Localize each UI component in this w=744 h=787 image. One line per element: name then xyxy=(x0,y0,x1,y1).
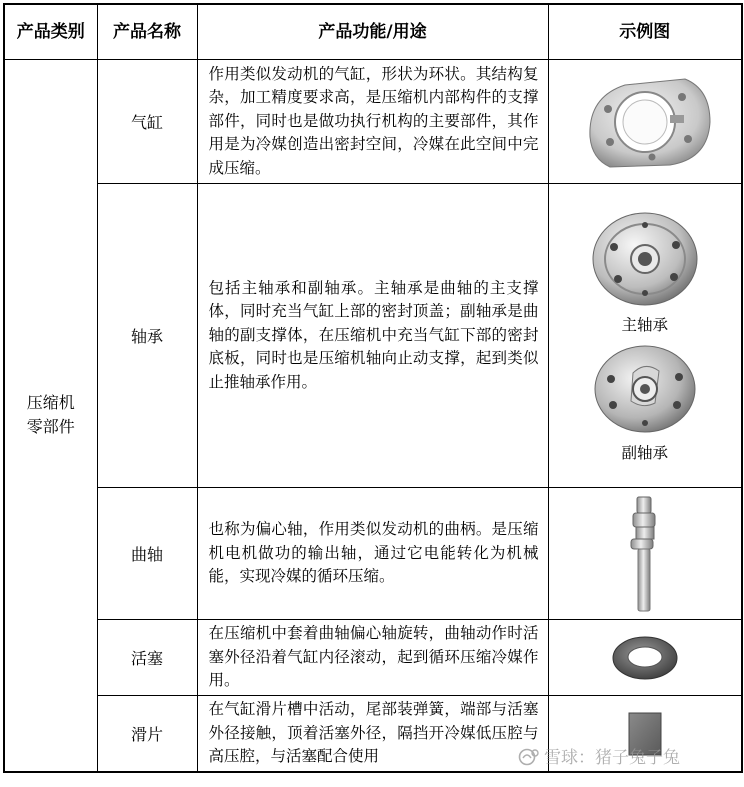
header-example: 示例图 xyxy=(548,4,742,60)
snowball-icon xyxy=(518,748,540,766)
bearing-image-cell xyxy=(548,184,742,488)
watermark xyxy=(518,743,680,768)
product-description: 包括主轴承和副轴承。主轴承是曲轴的主支撑体，同时充当气缸上部的密封顶盖；副轴承是曲轴的副支撑体，在压缩机中充当气缸下部的密封底板，同时也是压缩机轴向止动支撑，起到类似止推轴承作用。 xyxy=(197,184,548,488)
main-bearing-caption: 主轴承 xyxy=(621,315,668,334)
header-row xyxy=(4,4,742,60)
category-cell xyxy=(4,60,97,772)
cylinder-image-cell xyxy=(548,60,742,184)
crankshaft-image-cell xyxy=(548,488,742,620)
table-row xyxy=(4,60,742,184)
watermark-text: 雪球：猪子兔子兔 xyxy=(544,748,680,768)
table-row xyxy=(4,184,742,488)
product-description: 在气缸滑片槽中活动，尾部装弹簧，端部与活塞外径接触，顶着活塞外径，隔挡开冷媒低压腔与高压腔，与活塞配合使用 xyxy=(197,696,548,772)
piston-image xyxy=(610,634,680,682)
cylinder-image xyxy=(570,67,720,177)
header-category: 产品类别 xyxy=(4,4,97,60)
crankshaft-image xyxy=(625,495,665,613)
header-name: 产品名称 xyxy=(97,4,197,60)
product-description: 作用类似发动机的气缸，形状为环状。其结构复杂，加工精度要求高，是压缩机内部构件的支撑部件，同时也是做功执行机构的主要部件，其作用是为冷媒创造出密封空间，冷媒在此空间中完成压缩。 xyxy=(197,60,548,184)
main-bearing-image xyxy=(590,209,700,309)
product-name: 活塞 xyxy=(97,620,197,696)
product-description: 在压缩机中套着曲轴偏心轴旋转，曲轴动作时活塞外径沿着气缸内径滚动，起到循环压缩冷媒作用。 xyxy=(197,620,548,696)
header-function: 产品功能/用途 xyxy=(197,4,548,60)
table-row xyxy=(4,620,742,696)
table-row xyxy=(4,488,742,620)
aux-bearing-caption: 副轴承 xyxy=(621,443,668,462)
product-name: 气缸 xyxy=(97,60,197,184)
product-name: 曲轴 xyxy=(97,488,197,620)
product-name: 轴承 xyxy=(97,184,197,488)
product-table xyxy=(3,3,743,773)
piston-image-cell xyxy=(548,620,742,696)
product-description: 也称为偏心轴，作用类似发动机的曲柄。是压缩机电机做功的输出轴，通过它电能转化为机械能，实现冷媒的循环压缩。 xyxy=(197,488,548,620)
product-name: 滑片 xyxy=(97,696,197,772)
category-label: 压缩机零部件 xyxy=(26,393,75,437)
aux-bearing-image xyxy=(593,343,697,435)
